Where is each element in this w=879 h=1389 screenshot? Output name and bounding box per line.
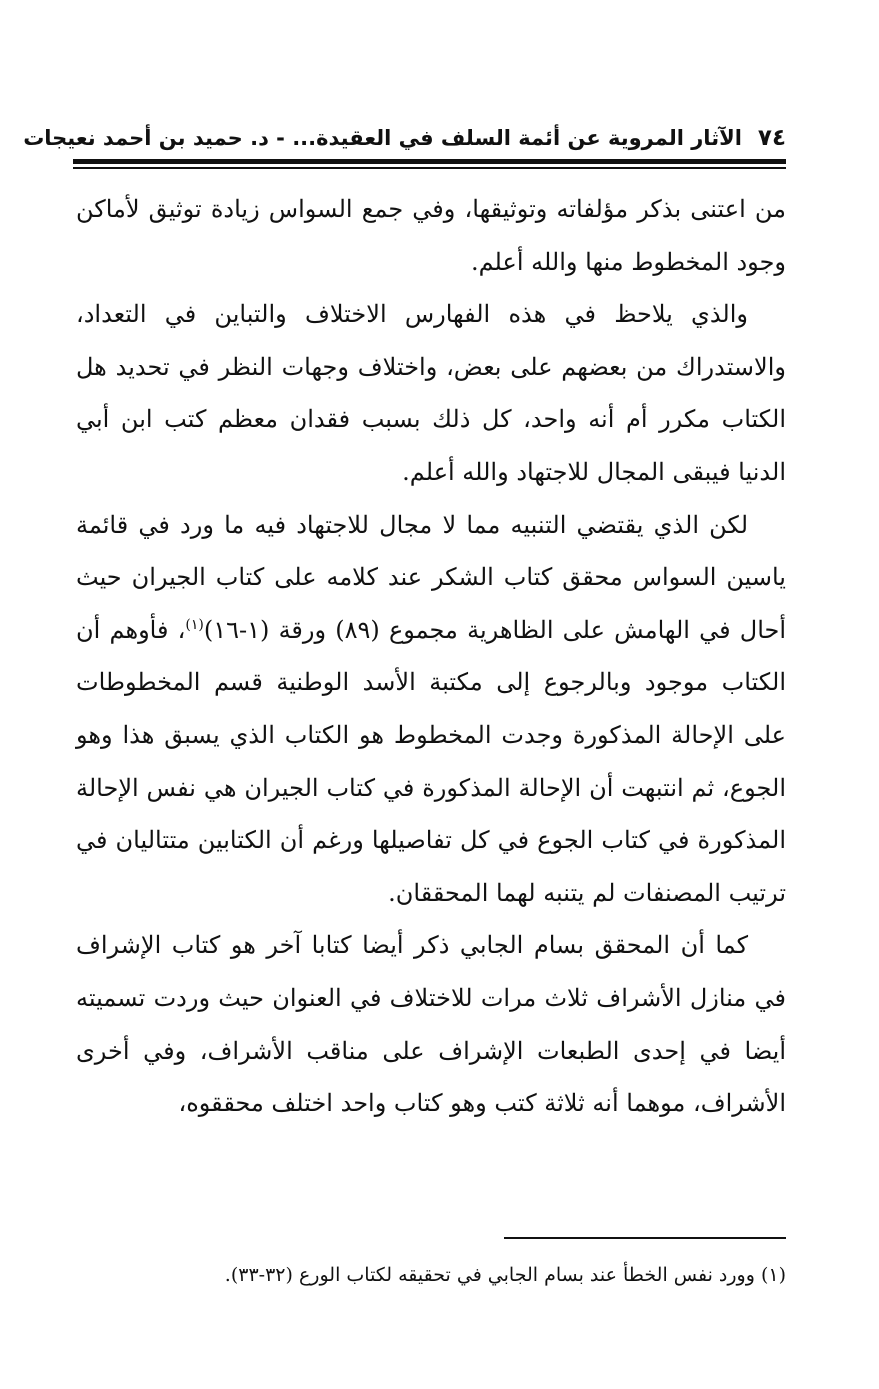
paragraph-1-text: من اعتنى بذكر مؤلفاته وتوثيقها، وفي جمع السواس زيادة توثيق لأماكن وجود المخطوط منها والله أعلم. xyxy=(76,195,786,276)
body-text xyxy=(76,183,786,1130)
footnote xyxy=(76,1258,786,1292)
paragraph-3-text-after: ، فأوهم أن الكتاب موجود وبالرجوع إلى مكتبة الأسد الوطنية قسم المخطوطات على الإحالة المذكورة وجدت المخطوط هو الكتاب الذي يسبق هذا وهو الجوع، ثم انتبهت أن الإحالة المذكورة في كتاب الجيران هي نفس الإحالة المذكورة في كتاب الجوع في كل تفاصيلها ورغم أن الكتابين متتاليان في ترتيب المصنفات لم يتنبه لهما المحققان. xyxy=(76,615,786,907)
header-rule-thick xyxy=(73,159,786,164)
paragraph-4-text: كما أن المحقق بسام الجابي ذكر أيضا كتابا آخر هو كتاب الإشراف في منازل الأشراف ثلاث مرات للاختلاف في العنوان حيث وردت تسميته أيضا في إحدى الطبعات الإشراف على مناقب الأشراف، وفي أخرى الأشراف، موهما أنه ثلاثة كتب وهو كتاب واحد اختلف محققوه، xyxy=(76,931,786,1118)
paragraph-2-text: والذي يلاحظ في هذه الفهارس الاختلاف والتباين في التعداد، والاستدراك من بعضهم على بعض، واختلاف وجهات النظر في تحديد هل الكتاب مكرر أم أنه واحد، كل ذلك بسبب فقدان معظم كتب ابن أبي الدنيا فيبقى المجال للاجتهاد والله أعلم. xyxy=(76,300,786,486)
paragraph-3 xyxy=(76,499,786,920)
header-title: الآثار المروية عن أئمة السلف في العقيدة... - د. حميد بن أحمد نعيجات xyxy=(23,126,742,150)
paragraph-1 xyxy=(76,183,786,288)
footnote-reference[interactable]: (١) xyxy=(185,616,204,633)
running-header xyxy=(23,118,786,158)
page-number: ٧٤ xyxy=(757,125,786,151)
paragraph-2 xyxy=(76,288,786,498)
footnote-separator xyxy=(504,1237,786,1239)
header-rule-thin xyxy=(73,167,786,169)
paragraph-3-text-before: لكن الذي يقتضي التنبيه مما لا مجال للاجتهاد فيه ما ورد في قائمة ياسين السواس محقق كتاب الشكر عند كلامه على كتاب الجيران حيث أحال في الهامش على الظاهرية مجموع (٨٩) ورقة (١-١٦) xyxy=(76,510,787,644)
paragraph-4 xyxy=(76,919,786,1129)
footnote-text: (١) وورد نفس الخطأ عند بسام الجابي في تحقيقه لكتاب الورع (٣٢-٣٣). xyxy=(224,1264,786,1286)
